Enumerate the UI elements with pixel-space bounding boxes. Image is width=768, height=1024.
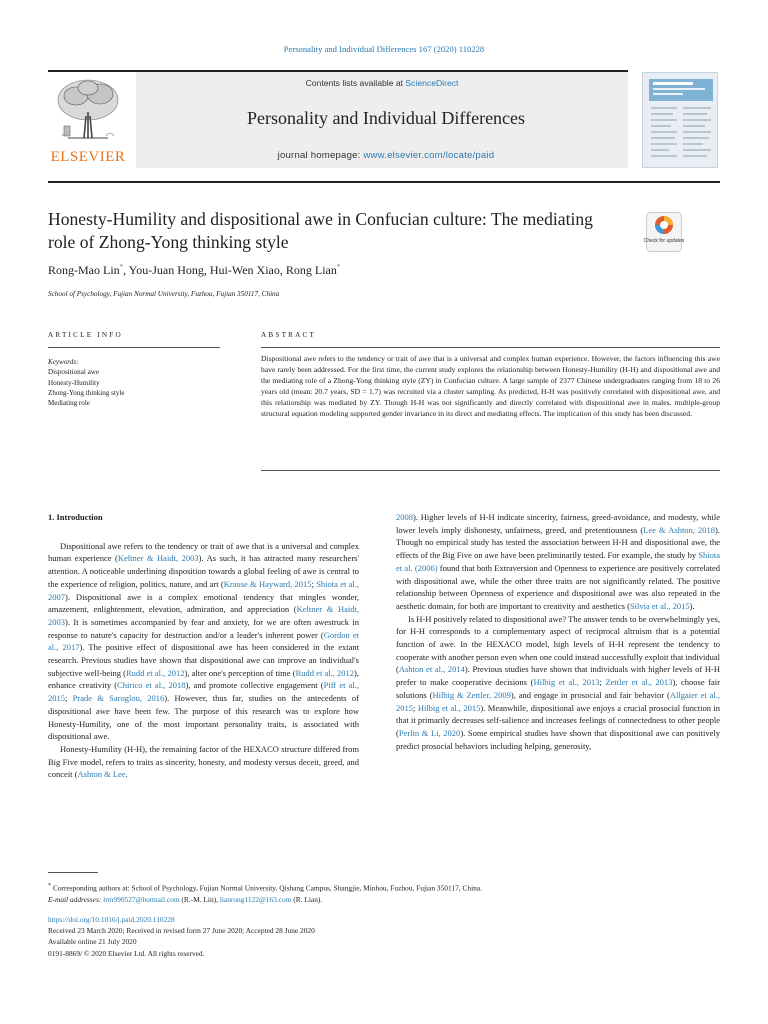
- paragraph-text: ). Previous studies have shown that individuals with higher levels of H-H prefer to make cooperative decisions (: [396, 664, 720, 688]
- corresponding-text: Corresponding authors at: School of Psychology, Fujian Normal University, Qishang Campus, Shangjie, Minhou, Fuzhou, Fujian 350117, China.: [52, 883, 482, 893]
- abstract-divider-bottom: [261, 470, 720, 471]
- citation-link[interactable]: Ashton & Lee,: [77, 769, 128, 780]
- contents-prefix: Contents lists available at: [305, 78, 406, 88]
- email-owner-lin: (R.-M. Lin),: [179, 894, 220, 904]
- citation-link[interactable]: Prade & Saroglou, 2016: [72, 693, 165, 704]
- paragraph-text: ). Higher levels of H-H indicate sincerity, fairness, greed-avoidance, and modesty, while lower levels imply dishonesty, unfairness, greed, and pretentiousness (: [396, 512, 720, 535]
- email-link-lian[interactable]: lianrong1122@163.com: [219, 894, 292, 904]
- article-info-heading: ARTICLE INFO: [48, 331, 123, 339]
- paragraph-text: ;: [599, 677, 606, 688]
- citation-link[interactable]: Keltner & Haidt, 2003: [48, 604, 359, 627]
- citation-link[interactable]: Piff et al., 2015: [48, 680, 359, 704]
- paragraph-text: Honesty-Humility (H-H), the remaining factor of the HEXACO structure differed from Big Five model, refers to traits as sincerity, honesty, and modesty versus deceit, greed, and conceit (: [48, 743, 359, 780]
- article-title: Honesty-Humility and dispositional awe in Confucian culture: The mediating role of Zhong-Yong thinking style: [48, 209, 593, 252]
- available-online-date: Available online 21 July 2020: [48, 937, 137, 947]
- email-label: E-mail addresses:: [48, 894, 102, 904]
- author-name: Rong Lian: [285, 263, 337, 277]
- paragraph-text: ), enhance creativity (: [48, 667, 360, 691]
- body-column-right: [396, 511, 720, 752]
- paragraph-text: ).: [689, 600, 695, 611]
- journal-homepage-line: [136, 150, 636, 161]
- email-line: [48, 894, 728, 905]
- check-for-updates-badge[interactable]: [643, 212, 685, 252]
- citation-link[interactable]: Ashton et al., 2014: [398, 664, 465, 675]
- author-name: You-Juan Hong: [128, 263, 204, 277]
- paragraph-text: ), and promote collective engagement (: [185, 680, 324, 691]
- body-paragraph: [48, 540, 359, 743]
- publication-metadata: [48, 914, 728, 959]
- footnote-mark: *: [48, 883, 52, 889]
- citation-link[interactable]: 2008: [396, 512, 413, 522]
- citation-link[interactable]: Lee & Ashton, 2018: [643, 524, 716, 535]
- article-info-divider: [48, 347, 220, 348]
- corresponding-author-mark[interactable]: *: [336, 263, 341, 271]
- paragraph-text: found that both Extraversion and Openness to experience are positively correlated with dispositional awe, while the other three traits are not significantly related. The positive relationship between Openness of experience and dispositional awe was also repeated in the aesthetic domain, for both are important to creativity and aesthetics (: [396, 562, 720, 611]
- crossmark-label: Check for updates: [643, 238, 685, 244]
- tree-icon: [48, 76, 128, 148]
- citation-link[interactable]: Hilbig & Zettler, 2009: [432, 689, 511, 700]
- abstract-divider-top: [261, 347, 720, 348]
- abstract-heading: ABSTRACT: [261, 331, 317, 339]
- paragraph-text: ). As such, it has attracted many researchers' attention. A noticeable underlining disposition towards a global feeling of awe is central to the experience of religion, politics, nature, and art (: [48, 553, 359, 589]
- paragraph-text: ), and engage in prosocial and fair behavior (: [510, 689, 670, 700]
- journal-citation[interactable]: Personality and Individual Differences 167 (2020) 110228: [283, 44, 485, 54]
- publisher-wordmark: ELSEVIER: [50, 149, 126, 165]
- paragraph-text: ). Some empirical studies have shown that dispositional awe can positively predict prosocial behaviors including helping, generosity,: [396, 727, 720, 751]
- citation-link[interactable]: Keltner & Haidt, 2003: [117, 553, 199, 564]
- crossmark-icon: [643, 212, 685, 252]
- body-paragraph: [396, 613, 720, 753]
- paragraph-text: ). Meanwhile, dispositional awe enjoys a crucial prosocial function in that it primarily decreases self-salience and increases feelings of connectedness to other people (: [396, 702, 720, 738]
- homepage-prefix: journal homepage:: [277, 150, 364, 161]
- author-name: Hui-Wen Xiao: [209, 263, 280, 277]
- keyword-item: Dispositional awe: [48, 368, 100, 377]
- paragraph-text: ), choose fair solutions (: [396, 677, 720, 700]
- citation-link[interactable]: Perlin & Li, 2020: [398, 727, 461, 738]
- citation-link[interactable]: Krause & Hayward, 2015: [223, 578, 312, 589]
- journal-cover-thumbnail[interactable]: [642, 72, 718, 168]
- paragraph-text: Is H-H positively related to dispositional awe? The answer tends to be overwhelmingly yes, for H-H corresponds to a complementary aspect of reciprocal altruism that is a potential function of awe. In the HEXACO model, high levels of H-H represent the tendency to cooperate with another person even when one could instead successfully exploit that individual (: [396, 613, 720, 675]
- left-paragraphs: [48, 540, 359, 781]
- citation-link[interactable]: Hilbig et al., 2015: [417, 702, 481, 713]
- paragraph-text: ). Dispositional awe is a complex emotional tendency that mingles wonder, amazement, enlightenment, elevation, admiration, and appreciation (: [48, 591, 359, 615]
- keywords-block: [48, 357, 238, 408]
- citation-link[interactable]: Shiota et al., 2007: [48, 578, 359, 602]
- abstract-text: Dispositional awe refers to the tendency or trait of awe that is a universal and complex human experience. However, the factors influencing this awe have rarely been addressed. For the first time, the current study explores the relationship between Honesty-Humility (H-H) and dispositional awe and the mediating role of a Zhong-Yong thinking style (ZY) in Confucian culture. A large sample of 2377 Chinese undergraduates ranging from 18 to 26 years old (mean: 20.7 years, SD = 1.7) was recruited via a cluster sampling. As predicted, H-H was positively correlated with dispositional awe, and this relationship was mediated by ZY. Though H-H was not significantly and directly correlated with dispositional awe in males, multiple-group structural equation modeling supported gender invariance in its direct and mediating effects. The implication of this study has been discussed.: [261, 354, 720, 419]
- copyright-line: 0191-8869/ © 2020 Elsevier Ltd. All rights reserved.: [48, 948, 205, 958]
- corresponding-author-footnote: [48, 881, 728, 905]
- paragraph-text: ). It is sometimes accompanied by fear and anxiety, for we are often awestruck in response to nature's capacity for destruction and/or a leader's inherent power (: [48, 616, 359, 640]
- keyword-item: Zhong-Yong thinking style: [48, 388, 125, 397]
- paragraph-text: ;: [311, 578, 317, 589]
- paragraph-text: ). The positive effect of dispositional awe has been considered in the extant research. Previous studies have shown that dispositional awe can improve an individual's subjective well-being (: [48, 642, 360, 678]
- citation-link[interactable]: Rudd et al., 2012: [295, 667, 355, 678]
- citation-link[interactable]: Rudd et al., 2012: [126, 667, 185, 678]
- footnote-divider: [48, 872, 98, 873]
- right-paragraphs: [396, 511, 720, 752]
- author-name: Rong-Mao Lin: [48, 263, 120, 277]
- citation-link[interactable]: Silvia et al., 2015: [629, 600, 690, 611]
- author-list: Rong-Mao Lin*, You-Juan Hong, Hui-Wen Xiao, Rong Lian*: [48, 263, 341, 277]
- paragraph-text: Dispositional awe refers to the tendency or trait of awe that is a universal and complex human experience (: [48, 540, 359, 564]
- citation-link[interactable]: Gordon et al., 2017: [48, 629, 359, 653]
- cover-image-icon: [643, 73, 719, 169]
- paragraph-text: ;: [413, 702, 418, 713]
- journal-title: Personality and Individual Differences: [246, 108, 526, 128]
- received-dates: Received 23 March 2020; Received in revised form 27 June 2020; Accepted 28 June 2020: [48, 926, 315, 936]
- citation-link[interactable]: Chirico et al., 2018: [117, 680, 186, 691]
- paragraph-text: ). Though no empirical study has tested the association between H-H and dispositional awe, the effects of the Big Five on awe have been preliminarily tested. For example, the study by: [396, 524, 720, 561]
- corresponding-author-mark[interactable]: *: [119, 263, 124, 271]
- author-affiliation: School of Psychology, Fujian Normal University, Fuzhou, Fujian 350117, China: [48, 290, 280, 298]
- header-divider-bottom: [48, 181, 720, 183]
- paragraph-text: ;: [65, 693, 73, 704]
- homepage-link[interactable]: www.elsevier.com/locate/paid: [363, 150, 495, 161]
- doi-link[interactable]: https://doi.org/10.1016/j.paid.2020.110228: [48, 915, 175, 924]
- section-heading-introduction: 1. Introduction: [48, 512, 103, 522]
- contents-available-line: [136, 78, 628, 88]
- citation-link[interactable]: Allgaier et al., 2015: [396, 689, 721, 713]
- citation-link[interactable]: Hilbig et al., 2013: [533, 677, 600, 688]
- email-owner-lian: (R. Lian).: [291, 894, 323, 904]
- sciencedirect-link[interactable]: ScienceDirect: [405, 78, 459, 88]
- body-column-left: [48, 511, 359, 781]
- paragraph-text: ), alter one's perception of time (: [184, 667, 296, 678]
- email-link-lin[interactable]: lrm990527@hotmail.com: [103, 894, 180, 904]
- paragraph-text: ). However, thus far, studies on the antecedents of dispositional awe have been few. The purpose of this research was to explore how Honesty-Humility, one of the most important personality traits, is associated with dispositional awe.: [48, 693, 359, 742]
- body-paragraph: [396, 511, 720, 613]
- keyword-item: Honesty-Humility: [48, 378, 100, 387]
- keywords-heading: Keywords:: [48, 358, 79, 366]
- keyword-item: Mediating role: [48, 399, 90, 408]
- body-paragraph: [48, 743, 359, 781]
- corresponding-line: [48, 881, 728, 894]
- citation-link[interactable]: Zettler et al., 2013: [605, 677, 673, 688]
- citation-link[interactable]: Shiota et al. (2006): [396, 550, 720, 573]
